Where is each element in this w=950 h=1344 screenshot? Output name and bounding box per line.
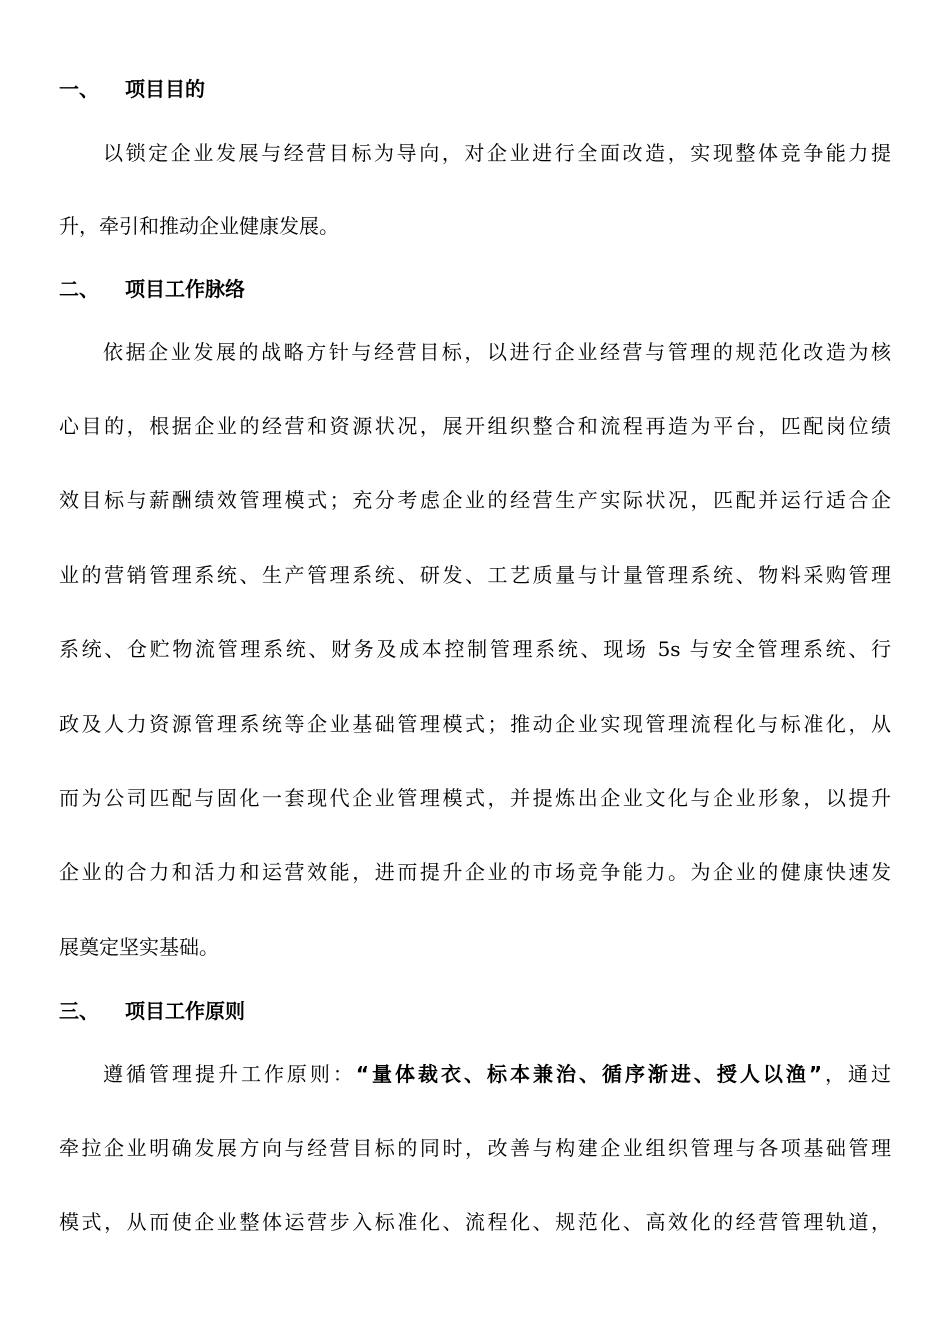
principle-quote: “量体裁衣、标本兼治、循序渐进、授人以渔” [355,1062,823,1086]
section-2-line-2: 心目的，根据企业的经营和资源状况，展开组织整合和流程再造为平台，匹配岗位绩 [59,414,891,438]
section-3-line-3: 模式，从而使企业整体运营步入标准化、流程化、规范化、高效化的经营管理轨道， [59,1210,891,1234]
section-2-line-4: 业的营销管理系统、生产管理系统、研发、工艺质量与计量管理系统、物料采购管理 [59,563,891,587]
section-2-line-5: 系统、仓贮物流管理系统、财务及成本控制管理系统、现场 5s 与安全管理系统、行 [59,637,891,661]
section-1-line-2: 升，牵引和推动企业健康发展。 [59,214,339,238]
section-2-line-8: 企业的合力和活力和运营效能，进而提升企业的市场竞争能力。为企业的健康快速发 [59,860,891,884]
section-2-number: 二、 [59,277,99,301]
section-2-line-1: 依据企业发展的战略方针与经营目标，以进行企业经营与管理的规范化改造为核 [103,340,891,364]
principle-intro: 遵循管理提升工作原则： [103,1062,356,1086]
section-1-heading [59,75,205,103]
section-3-number: 三、 [59,999,99,1023]
section-3-line-1 [103,1060,891,1088]
section-3-title: 项目工作原则 [125,999,245,1023]
section-3-heading [59,997,245,1025]
section-2-line-3: 效目标与薪酬绩效管理模式；充分考虑企业的经营生产实际状况，匹配并运行适合企 [59,488,891,512]
section-2-title: 项目工作脉络 [125,277,245,301]
section-2-line-9: 展奠定坚实基础。 [59,935,219,959]
section-2-heading [59,275,245,303]
section-1-line-1: 以锁定企业发展与经营目标为导向，对企业进行全面改造，实现整体竞争能力提 [103,141,891,165]
section-2-line-6: 政及人力资源管理系统等企业基础管理模式；推动企业实现管理流程化与标准化，从 [59,712,891,736]
principle-suffix: ，通过 [822,1062,892,1086]
section-1-number: 一、 [59,77,99,101]
section-3-line-2: 牵拉企业明确发展方向与经营目标的同时，改善与构建企业组织管理与各项基础管理 [59,1136,891,1160]
section-2-line-7: 而为公司匹配与固化一套现代企业管理模式，并提炼出企业文化与企业形象，以提升 [59,786,891,810]
section-1-title: 项目目的 [125,77,205,101]
